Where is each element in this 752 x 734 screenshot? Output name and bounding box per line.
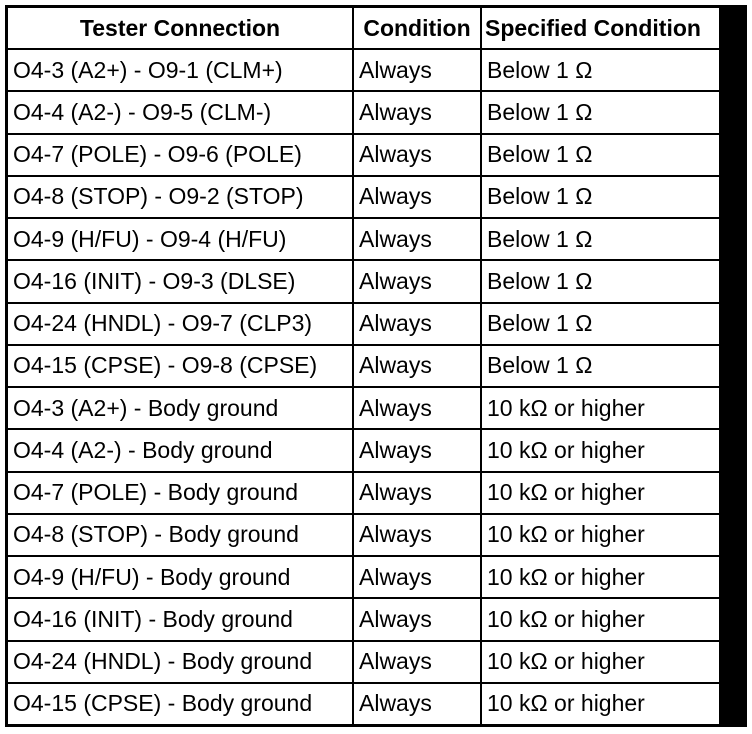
condition-cell: Always	[353, 134, 481, 176]
specified-condition-cell: 10 kΩ or higher	[481, 514, 719, 556]
condition-cell: Always	[353, 598, 481, 640]
tester-connection-cell: O4-24 (HNDL) - Body ground	[8, 641, 353, 683]
table-row	[8, 260, 719, 302]
table-row	[8, 556, 719, 598]
tester-connection-cell: O4-16 (INIT) - Body ground	[8, 598, 353, 640]
tester-connection-cell: O4-15 (CPSE) - Body ground	[8, 683, 353, 724]
header-tester-connection: Tester Connection	[8, 8, 353, 49]
tester-connection-cell: O4-15 (CPSE) - O9-8 (CPSE)	[8, 345, 353, 387]
table-row	[8, 91, 719, 133]
condition-cell: Always	[353, 514, 481, 556]
table-row	[8, 387, 719, 429]
tester-connection-cell: O4-7 (POLE) - Body ground	[8, 472, 353, 514]
specified-condition-cell: Below 1 Ω	[481, 260, 719, 302]
specified-condition-cell: Below 1 Ω	[481, 345, 719, 387]
specified-condition-cell: Below 1 Ω	[481, 176, 719, 218]
specified-condition-cell: 10 kΩ or higher	[481, 556, 719, 598]
tester-connection-cell: O4-9 (H/FU) - O9-4 (H/FU)	[8, 218, 353, 260]
specified-condition-cell: 10 kΩ or higher	[481, 429, 719, 471]
condition-cell: Always	[353, 91, 481, 133]
table-row	[8, 345, 719, 387]
specified-condition-cell: 10 kΩ or higher	[481, 472, 719, 514]
table-row	[8, 49, 719, 91]
tester-connection-cell: O4-8 (STOP) - Body ground	[8, 514, 353, 556]
table-row	[8, 218, 719, 260]
table-row	[8, 303, 719, 345]
condition-cell: Always	[353, 345, 481, 387]
specified-condition-cell: Below 1 Ω	[481, 303, 719, 345]
condition-cell: Always	[353, 260, 481, 302]
specified-condition-cell: Below 1 Ω	[481, 134, 719, 176]
header-specified-condition: Specified Condition	[481, 8, 719, 49]
condition-cell: Always	[353, 641, 481, 683]
specified-condition-cell: Below 1 Ω	[481, 218, 719, 260]
condition-cell: Always	[353, 218, 481, 260]
table-row	[8, 641, 719, 683]
tester-connection-cell: O4-9 (H/FU) - Body ground	[8, 556, 353, 598]
specified-condition-cell: 10 kΩ or higher	[481, 387, 719, 429]
condition-cell: Always	[353, 387, 481, 429]
table-row	[8, 472, 719, 514]
table-row	[8, 429, 719, 471]
specified-condition-cell: Below 1 Ω	[481, 91, 719, 133]
specified-condition-cell: 10 kΩ or higher	[481, 598, 719, 640]
table-header-row	[8, 8, 719, 49]
condition-cell: Always	[353, 49, 481, 91]
condition-cell: Always	[353, 472, 481, 514]
specified-condition-cell: Below 1 Ω	[481, 49, 719, 91]
condition-cell: Always	[353, 429, 481, 471]
resistance-spec-table	[8, 8, 719, 724]
tester-connection-cell: O4-16 (INIT) - O9-3 (DLSE)	[8, 260, 353, 302]
condition-cell: Always	[353, 683, 481, 724]
specified-condition-cell: 10 kΩ or higher	[481, 683, 719, 724]
tester-connection-cell: O4-4 (A2-) - O9-5 (CLM-)	[8, 91, 353, 133]
table-row	[8, 134, 719, 176]
header-condition: Condition	[353, 8, 481, 49]
tester-connection-cell: O4-3 (A2+) - Body ground	[8, 387, 353, 429]
table-row	[8, 683, 719, 724]
table-row	[8, 176, 719, 218]
table-row	[8, 598, 719, 640]
tester-connection-cell: O4-8 (STOP) - O9-2 (STOP)	[8, 176, 353, 218]
tester-connection-cell: O4-3 (A2+) - O9-1 (CLM+)	[8, 49, 353, 91]
tester-connection-cell: O4-4 (A2-) - Body ground	[8, 429, 353, 471]
condition-cell: Always	[353, 556, 481, 598]
tester-connection-cell: O4-7 (POLE) - O9-6 (POLE)	[8, 134, 353, 176]
resistance-spec-table-frame	[5, 5, 722, 727]
condition-cell: Always	[353, 176, 481, 218]
right-edge-bar	[722, 5, 747, 727]
tester-connection-cell: O4-24 (HNDL) - O9-7 (CLP3)	[8, 303, 353, 345]
table-row	[8, 514, 719, 556]
condition-cell: Always	[353, 303, 481, 345]
specified-condition-cell: 10 kΩ or higher	[481, 641, 719, 683]
